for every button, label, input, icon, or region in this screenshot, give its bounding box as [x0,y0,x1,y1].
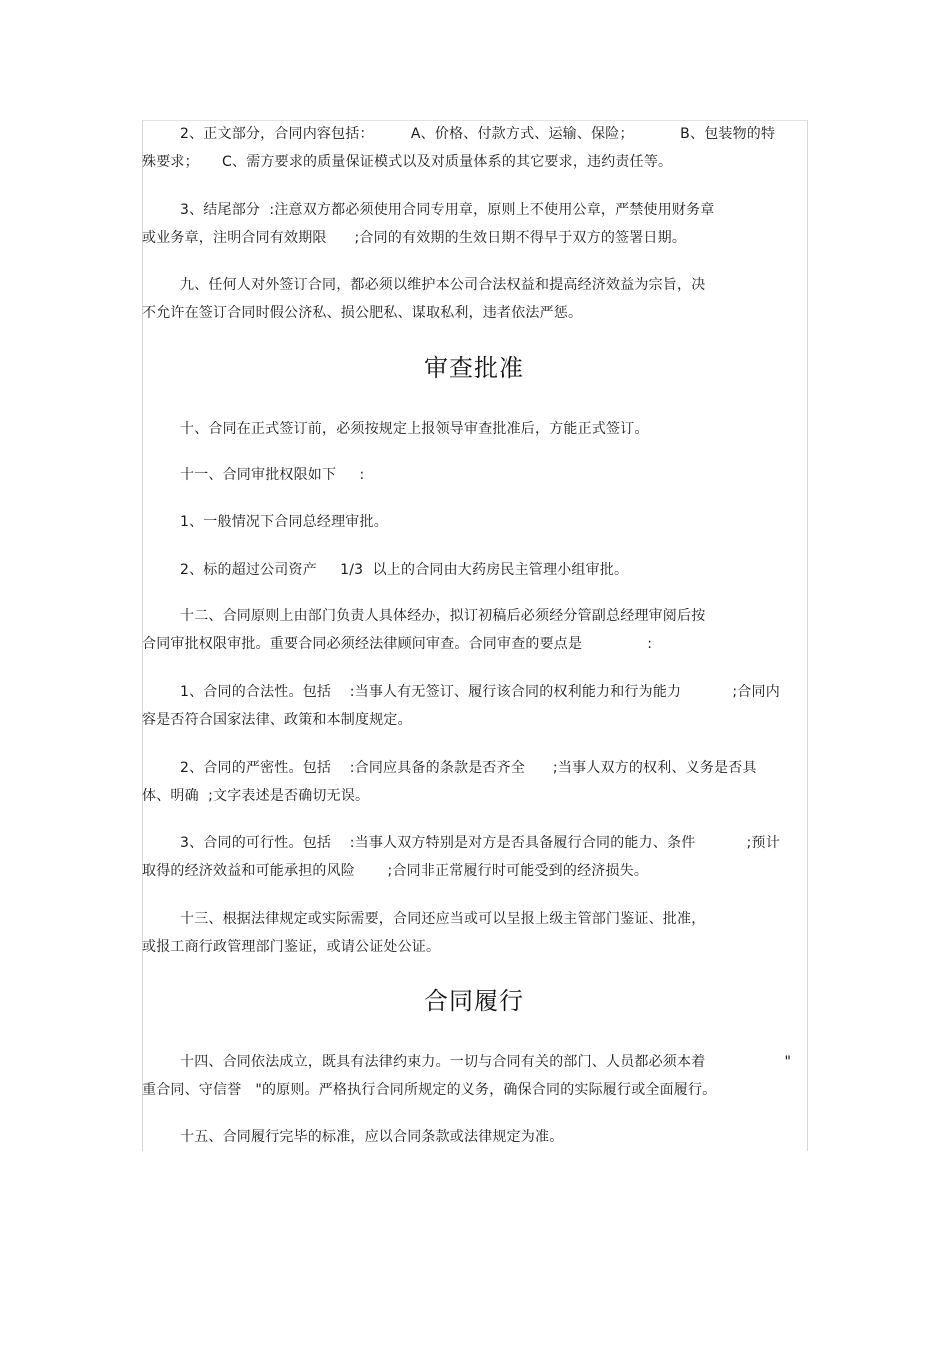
text-line: 取得的经济效益和可能承担的风险 ;合同非正常履行时可能受到的经济损失。 [142,863,649,879]
section-heading-review: 审查批准 [424,354,524,382]
text-line: 合同审批权限审批。重要合同必须经法律顾问审查。合同审查的要点是 : [142,636,653,652]
text-line: 重合同、守信誉 "的原则。严格执行合同所规定的义务，确保合同的实际履行或全面履行。 [142,1082,717,1098]
text-line: 十二、合同原则上由部门负责人具体经办，拟订初稿后必须经分管副总经理审阅后按 [180,608,706,624]
text-line: 十五、合同履行完毕的标准，应以合同条款或法律规定为准。 [180,1129,564,1145]
text-line: 3、结尾部分 :注意双方都必须使用合同专用章，原则上不使用公章，严禁使用财务章 [180,202,715,218]
text-line: 3、合同的可行性。包括 :当事人双方特别是对方是否具备履行合同的能力、条件 ;预计 [180,835,780,851]
text-line: 或业务章，注明合同有效期限 ;合同的有效期的生效日期不得早于双方的签署日期。 [142,230,687,246]
text-line: 十一、合同审批权限如下 : [180,467,365,483]
text-line: 体、明确 ;文字表述是否确切无误。 [142,788,370,804]
text-line: 或报工商行政管理部门鉴证，或请公证处公证。 [142,939,441,955]
section-heading-performance: 合同履行 [424,987,524,1015]
text-line: 十、合同在正式签订前，必须按规定上报领导审查批准后，方能正式签订。 [180,421,649,437]
text-line: 殊要求； C、需方要求的质量保证模式以及对质量体系的其它要求，违约责任等。 [142,154,673,170]
text-line: 1、一般情况下合同总经理审批。 [180,514,388,530]
text-line: 1、合同的合法性。包括 :当事人有无签订、履行该合同的权利能力和行为能力 ;合同内 [180,684,780,700]
text-line: 2、合同的严密性。包括 :合同应具备的条款是否齐全 ;当事人双方的权利、义务是否具 [180,760,757,776]
text-line: 2、标的超过公司资产 1/3 以上的合同由大药房民主管理小组审批。 [180,562,629,578]
text-line: 十三、根据法律规定或实际需要，合同还应当或可以呈报上级主管部门鉴证、批准， [180,911,706,927]
text-line: 十四、合同依法成立，既具有法律约束力。一切与合同有关的部门、人员都必须本着 " [180,1054,792,1070]
text-line: 九、任何人对外签订合同，都必须以维护本公司合法权益和提高经济效益为宗旨，决 [180,277,706,293]
text-line: 2、正文部分，合同内容包括： A、价格、付款方式、运输、保险； B、包装物的特 [180,126,776,142]
text-line: 不允许在签订合同时假公济私、损公肥私、谋取私利，违者依法严惩。 [142,305,583,321]
text-line: 容是否符合国家法律、政策和本制度规定。 [142,712,412,728]
